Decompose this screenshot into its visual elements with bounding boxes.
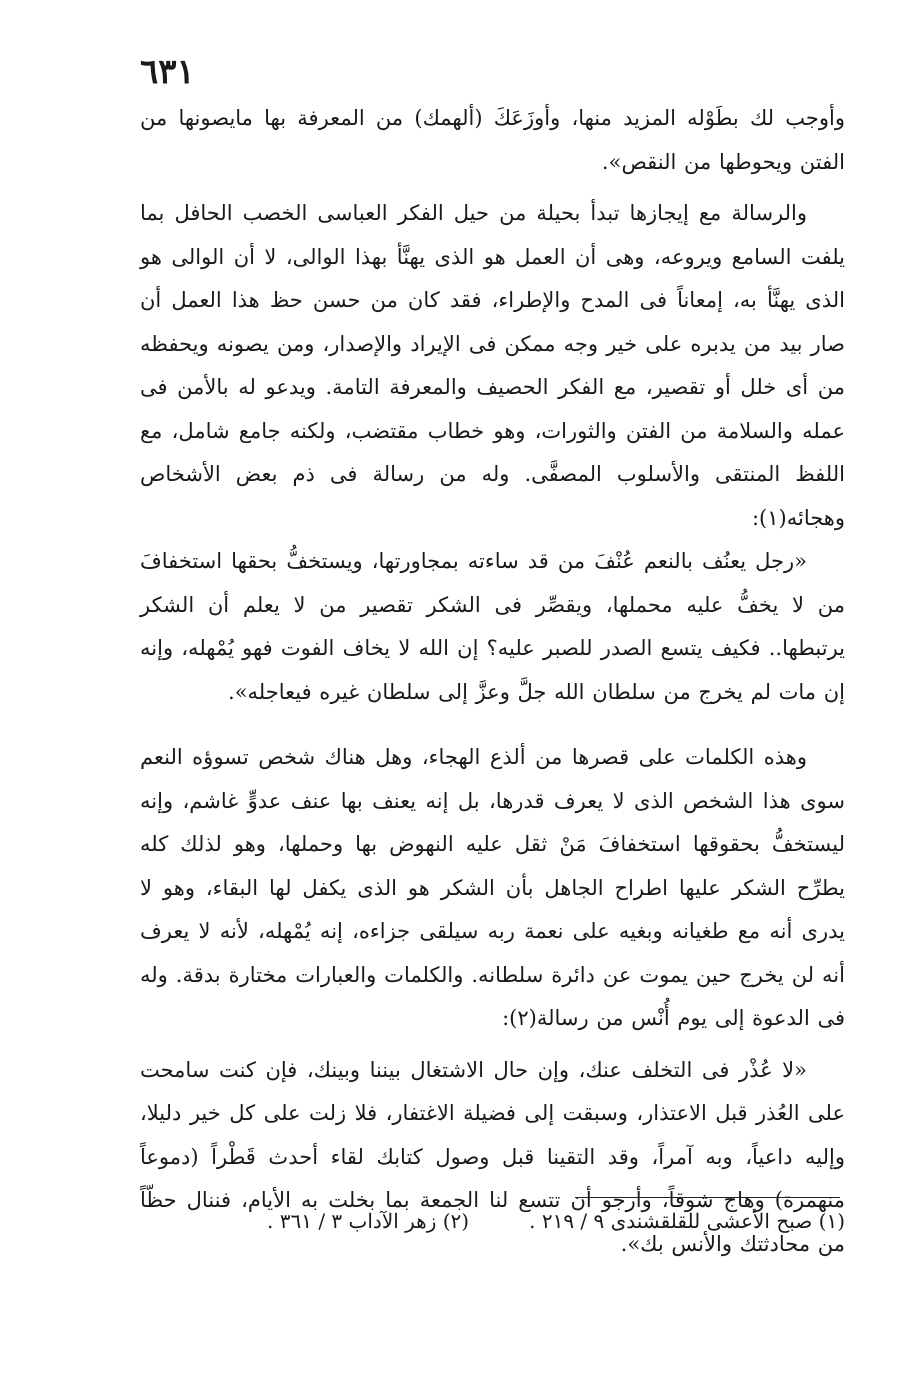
body-text — [140, 96, 845, 1266]
page-number: ٦٣١ — [140, 52, 195, 92]
footnote-2: (٢) زهر الآداب ٣ / ٣٦١ . — [267, 1209, 470, 1233]
quote-paragraph-2: «لا عُذْر فى التخلف عنك، وإن حال الاشتغال بيننا وبينك، فإن كنت سامحت على العُذر قبل الاعتذار، وسبقت إلى فضيلة الاغتفار، فلا زلت على كل خير دليلا، وإليه داعياً، وبه آمراً، وقد التقينا قبل وصول كتابك لقاء أحدث قَطْراً (دموعاً منهمرة) وهاج شوقاً، وأرجو أن تتسع لنا الجمعة بما بخلت به الأيام، فننال حظّاً من محادثتك والأنس بك». — [140, 1057, 845, 1256]
paragraph-3: وهذه الكلمات على قصرها من ألذع الهجاء، وهل هناك شخص تسوؤه النعم سوى هذا الشخص الذى لا يعرف قدرها، بل إنه يعنف بها عنف عدوٍّ غاشم، وإنه ليستخفُّ بحقوقها استخفافَ مَنْ ثقل عليه النهوض بها وحملها، وهو لذلك كله يطرِّح الشكر عليها اطراح الجاهل بأن الشكر هو الذى يكفل لها البقاء، وهو لا يدرى أنه مع طغيانه وبغيه على نعمة ربه سيلقى جزاءه، إنه يُمْهله، لأنه لا يعرف أنه لن يخرج حين يموت عن دائرة سلطانه. والكلمات والعبارات مختارة بدقة. وله فى الدعوة إلى يوم أُنْس من رسالة(٢): — [140, 745, 845, 1030]
paragraph-1: وأوجب لك بطَوْله المزيد منها، وأوزَعَكَ (ألهمك) من المعرفة بها مايصونها من الفتن ويحوطها من النقص». — [140, 106, 845, 174]
quote-paragraph-1: «رجل يعنُف بالنعم عُنْفَ من قد ساءته بمجاورتها، ويستخفُّ بحقها استخفافَ من لا يخفُّ عليه محملها، ويقصِّر فى الشكر تقصير من لا يعلم أن الشكر يرتبطها.. فكيف يتسع الصدر للصبر عليه؟ إن الله لا يخاف الفوت فهو يُمْهله، وإنه إن مات لم يخرج من سلطان الله جلَّ وعزَّ إلى سلطان غيره فيعاجله». — [140, 549, 845, 704]
footnotes — [225, 1206, 845, 1236]
footnote-divider — [575, 1197, 840, 1198]
footnote-1: (١) صبح الأعشى للقلقشندى ٩ / ٢١٩ . — [529, 1209, 845, 1233]
paragraph-2: والرسالة مع إيجازها تبدأ بحيلة من حيل الفكر العباسى الخصب الحافل بما يلفت السامع ويروعه، وهى أن العمل هو الذى يهنَّأ بهذا الوالى، لا أن الوالى هو الذى يهنَّأ به، إمعاناً فى المدح والإطراء، فقد كان من حسن حظ هذا العمل أن صار بيد من يدبره على خير وجه ممكن فى الإيراد والإصدار، ومن يصونه ويحفظه من أى خلل أو تقصير، مع الفكر الحصيف والمعرفة التامة. ويدعو له بالأمن فى عمله والسلامة من الفتن والثورات، وهو خطاب مقتضب، ولكنه جامع شامل، مع اللفظ المنتقى والأسلوب المصفَّى. وله من رسالة فى ذم بعض الأشخاص وهجائه(١): — [140, 201, 845, 530]
